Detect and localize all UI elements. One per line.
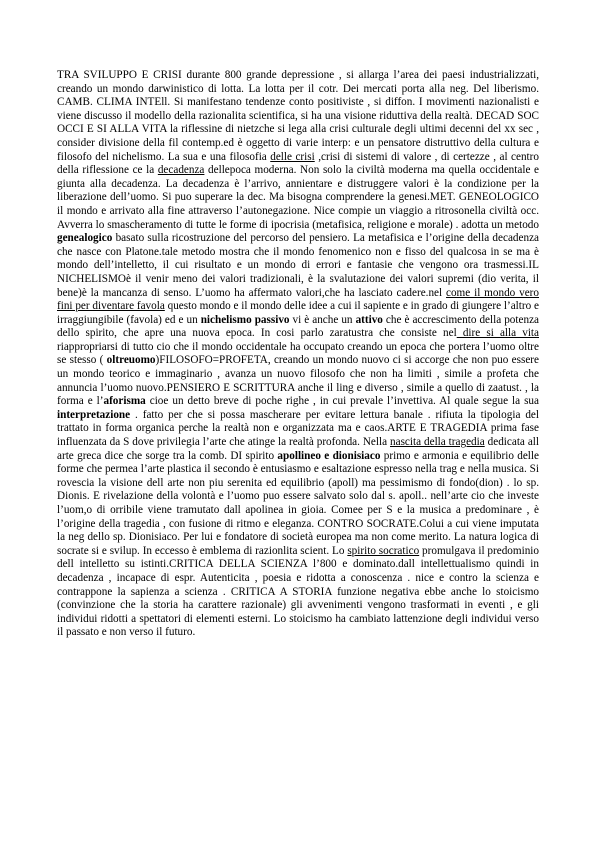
text-segment: basato sulla ricostruzione del percorso del pensiero. La metafisica e l’origine della decadenza che nasce con Platone.tale metodo mostra che il mondo fenomenico non e fisso del qualcosa in se ma è mondo dell’intelletto, il cui risultato e un mondo di errori e fantasie che vengono ora trasmessi.IL NICHELISMOè il venir meno dei valori tradizionali, è la svalutazione dei valori supremi (dio verita, il bene)è la mancanza di senso. L’uomo ha affermato valori,che ha lasciato cadere.nel [57, 232, 539, 299]
text-segment: vi è anche un [289, 313, 356, 326]
text-segment: riappropriarsi di tutto cio che il mondo occidentale ha occupato creando un epoca che portera l’uomo oltre se stesso ( [57, 340, 539, 367]
text-segment: cioe un detto breve di poche righe , in cui prevale l’invettiva. Al quale segue la sua [145, 395, 539, 408]
bold-term: nichelismo passivo [200, 313, 290, 326]
text-segment: )FILOSOFO=PROFETA, creando un mondo nuovo ci si accorge che non puo essere un mondo teorico e immaginario , avanza un nuovo filosofo che non ha limiti , simile a profeta che annuncia l’uomo nuovo.PENSIERO E SCRITTURA anche il ling e diverso , simile a quello di zaatust. , la forma e l’ [57, 354, 539, 408]
text-segment: promulgava il predominio dell intelletto su istinti.CRITICA DELLA SCIENZA l’800 e dominato.dall intellettualismo quindi in decadenza , incapace di espr. Autenticita , poesia e ridotta a conoscenza . nice e contro la scienza e contrappone la sapienza a scienza . CRITICA A STORIA funzione negativa ebbe anche lo stoicismo (convinzione che la storia ha carattere razionale) gli avvenimenti vengono trasformati in eventi , e gli individui ridotti a spettatori di elementi esterni. Lo stoicismo ha cambiato lattenzione degli individui verso il passato e non verso il futuro. [57, 544, 539, 639]
text-segment: che è accrescimento della potenza dello spirito, che apre una nuova epoca. In cosi parlo zaratustra che consiste nel [57, 313, 539, 340]
underlined-phrase: decadenza [157, 164, 205, 177]
underlined-phrase: come il mondo vero fini per diventare favola [57, 286, 539, 313]
text-segment: TRA SVILUPPO E CRISI durante 800 grande depressione , si allarga l’area dei paesi industrializzati, creando un mondo darwinistico di lotta. La lotta per il cotr. Dei mercati porta alla neg. Del liberismo. CAMB. CLIMA INTEll. Si manifestano tendenze conto positiviste , si diffon. I movimenti nazionalisti e viene discusso il modello della razionalita scientifica, si ha una visione riduttiva della realtà. DECAD SOC OCCI E SI ALLA VITA la riflessine di nietzche si lega alla crisi culturale degli ultimi decenni del xx sec , consider divisione della fil contemp.ed è oggetto di varie interp: e un pensatore distruttivo della cultura e filosofo del nichelismo. La sua e una filosofia [57, 69, 539, 163]
underlined-phrase: nascita della tragedia [390, 436, 485, 449]
bold-term: apollineo e dionisiaco [277, 449, 381, 462]
body-paragraph [57, 69, 539, 640]
bold-term: genealogico [57, 232, 113, 245]
text-segment: . fatto per che si possa mascherare per evitare lettura banale . rifiuta la tipologia del trattato in forma organica perche la realtà non e organizzata ma e caos.ARTE E TRAGEDIA prima fase influenzata da S dove privilegia l’arte che atinge la realtà profonda. Nella [57, 408, 539, 449]
text-segment: questo mondo e il mondo delle idee a cui il sapiente e in grado di giungere l’altro e irraggiungibile (favola) ed e un [57, 300, 539, 326]
underlined-phrase: delle crisi [270, 150, 315, 163]
text-segment: dellepoca moderna. Non solo la civiltà moderna ma quella occidentale e giunta alla decadenza. La decadenza è l’arrivo, annientare e distruggere valori è la condizione per la liberazione dell’uomo. Si puo superare la dec. Ma bisogna comprendere la genesi.MET. GENEOLOGICO il mondo e arrivato alla fine attraverso l’autonegazione. Nice compie un viaggio a ritrosonella civiltà occ. Avverra lo smascheramento di tutte le forme di ipocrisia (metafisica, religione e morale) . adotta un metodo [57, 164, 539, 231]
bold-term: aforisma [103, 395, 146, 408]
text-segment: primo e armonia e equilibrio delle forme che permea l’arte plastica il secondo è entusiasmo e esaltazione espresso nella trag e nella musica. Si rovescia la visione dell arte non piu serenita ed equilibrio (apoll) ma pessimismo di fondo(dion) . lo sp. Dionis. E rivelazione della volontà e l’uomo puo essere salvato solo dal s. apoll.. nell’arte cio che investe l’uom,o di orribile viene tramutato dall apolinea in gioia. Comee per S e la musica a predominare , è l’origine della tragedia , con fusione di ritmo e eleganza. CONTRO SOCRATE.Colui a cui viene imputata la neg dello sp. Dionisiaco. Per lui e fondatore di società europea ma non come merito. La natura logica di socrate si e svilup. In eccesso è emblema di razionlita scient. Lo [57, 449, 539, 557]
text-segment: dedicata all arte greca dice che sorge tra la comb. DI spirito [57, 436, 540, 462]
bold-term: attivo [355, 313, 383, 326]
underlined-phrase: spirito socratico [347, 544, 420, 557]
document-page [57, 69, 539, 640]
bold-term: oltreuomo [106, 354, 156, 367]
underlined-phrase: dire si alla vita [456, 327, 539, 340]
text-segment: ,crisi di sistemi di valore , di certezze , al centro della riflessione ce la [57, 150, 539, 177]
bold-term: interpretazione [57, 408, 131, 421]
